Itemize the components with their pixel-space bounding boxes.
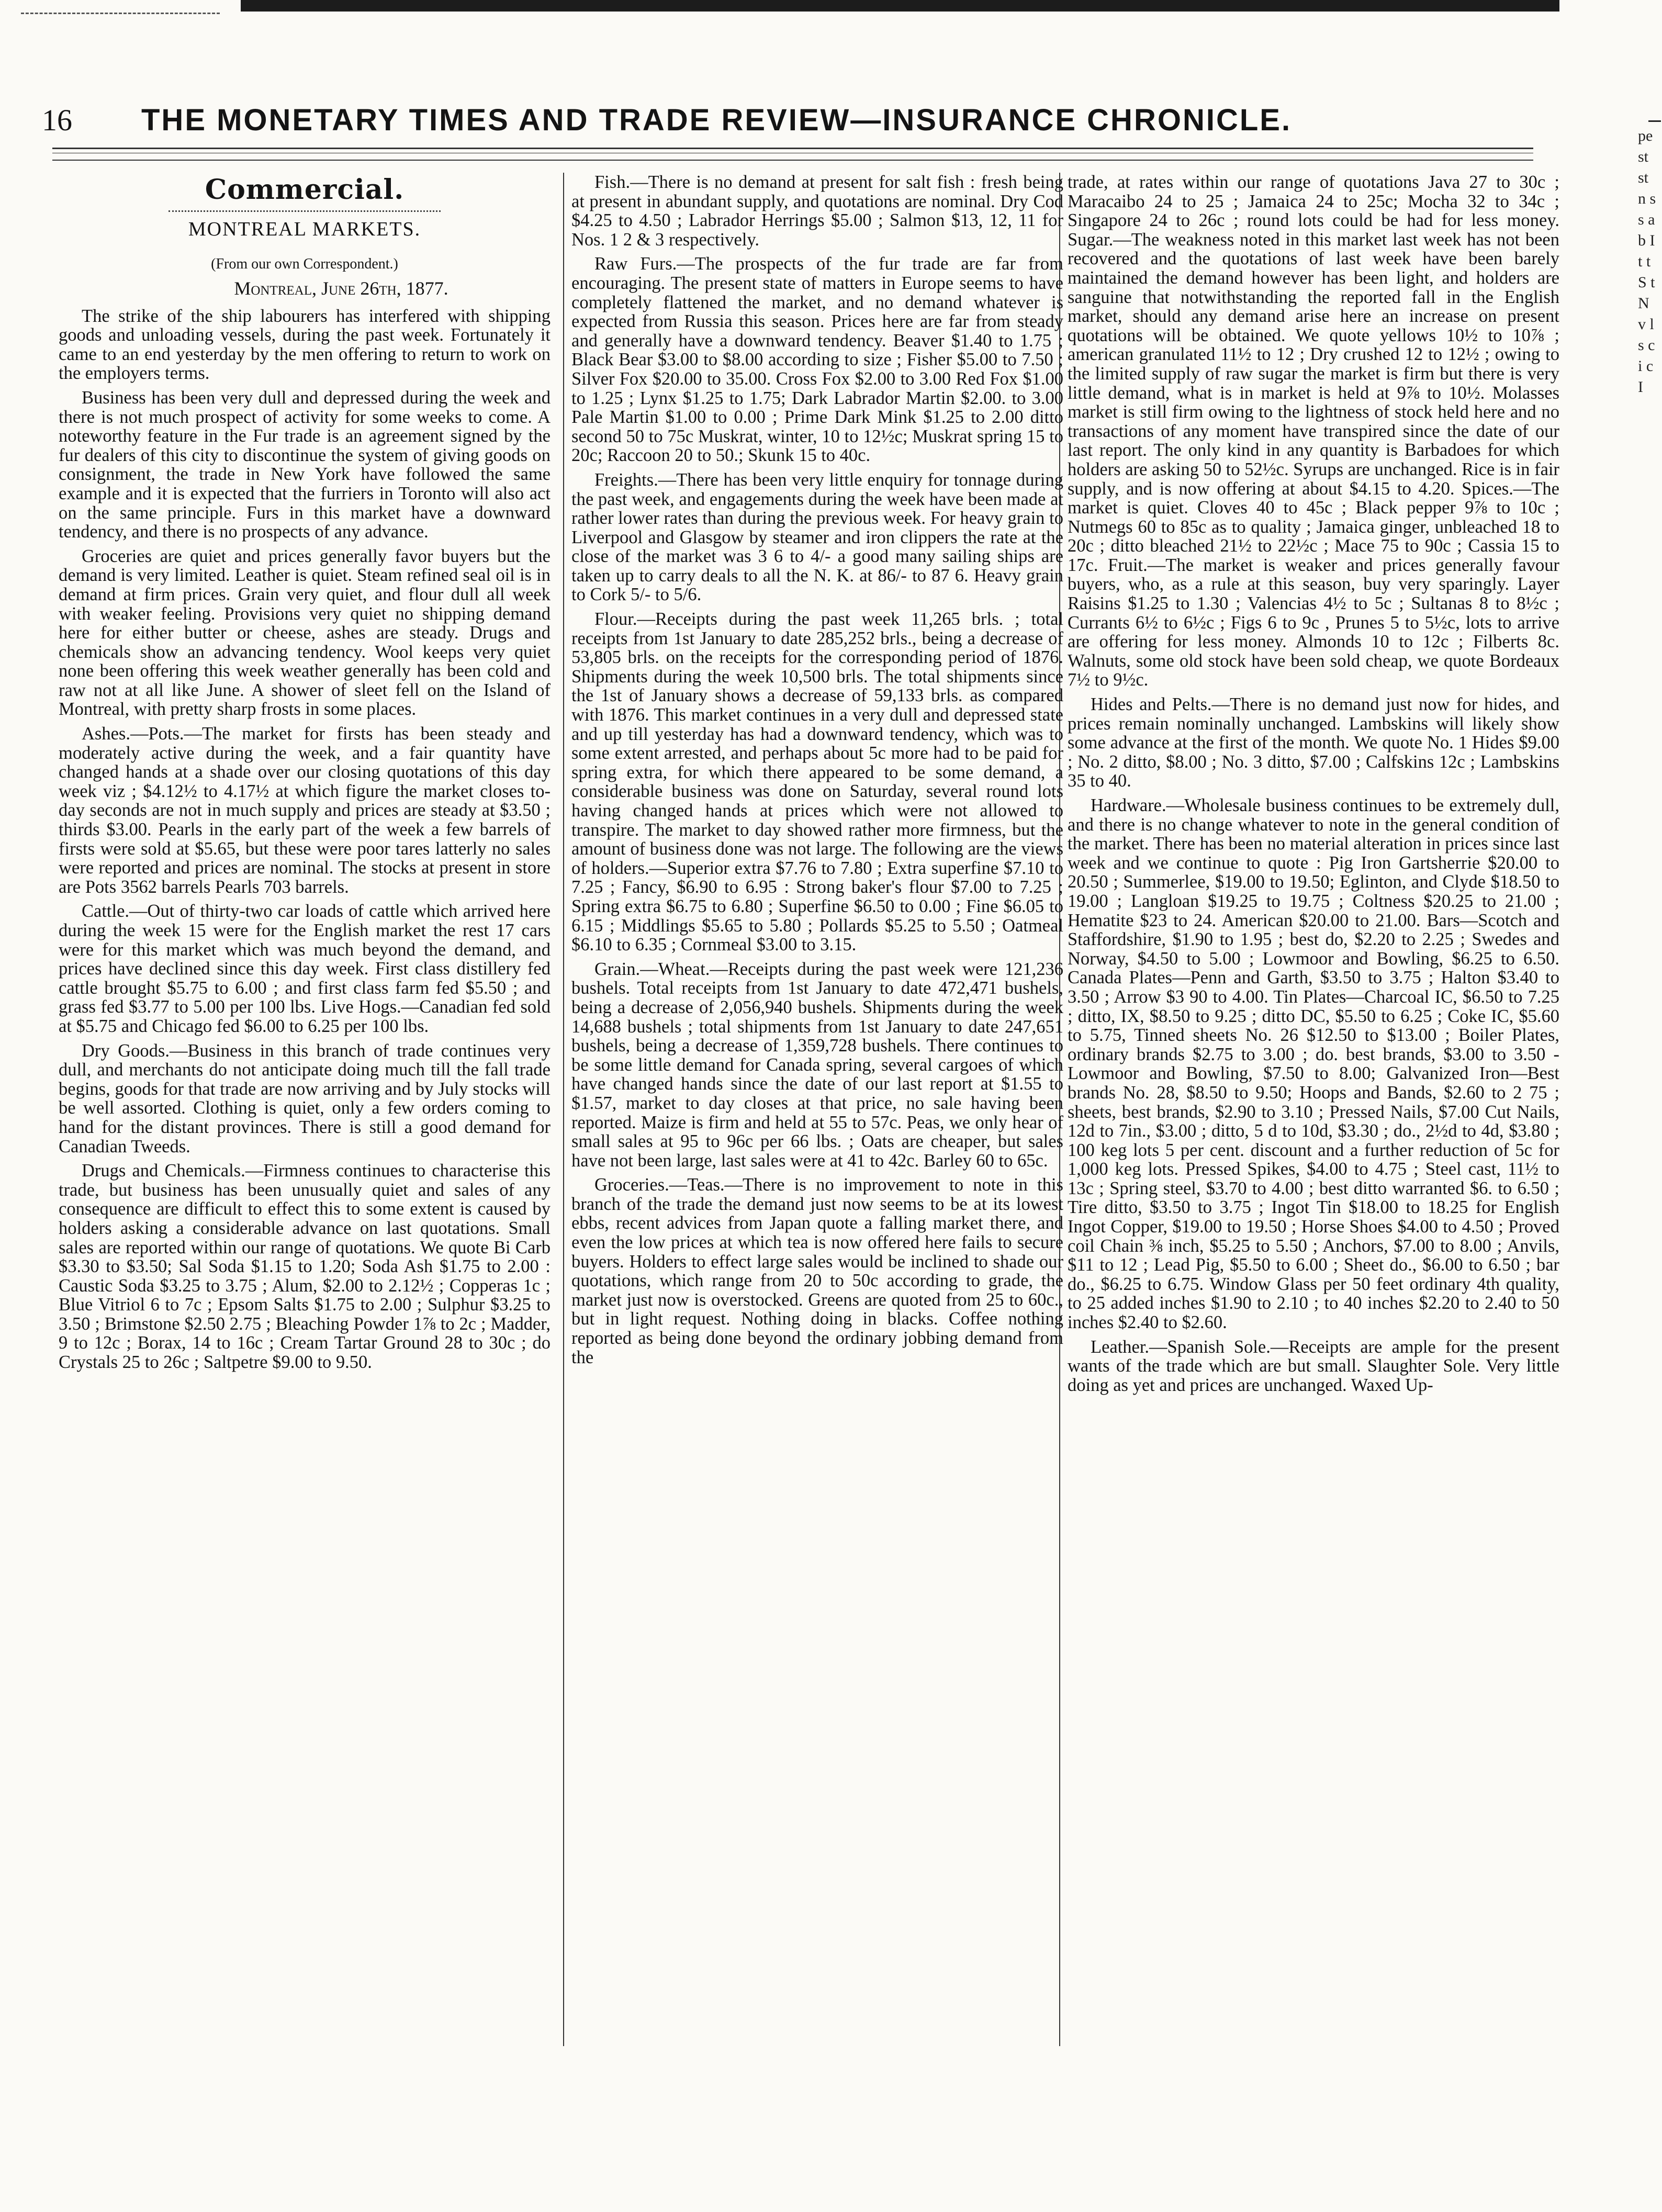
section-heading: Commercial. bbox=[205, 174, 405, 206]
correspondent-note: (From our own Correspondent.) bbox=[211, 256, 398, 272]
paragraph: Dry Goods.—Business in this branch of trade continues very dull, and merchants do not anticipate doing much till the fall trade begins, goods for that trade are now arriving and by July stocks will be well assorted. Clothing is quiet, only a few orders coming to hand for the distant provinces. There is still a good demand for Canadian Tweeds. bbox=[59, 1040, 551, 1156]
column-1 bbox=[59, 173, 551, 1377]
header-rule bbox=[52, 160, 1533, 161]
paragraph: Flour.—Receipts during the past week 11,265 brls. ; total receipts from 1st January to date 285,252 brls., being a decrease of 53,805 brls. on the receipts for the corresponding period of 1876. Shipments during the week 10,500 brls. The total shipments since the 1st of January shows a decrease of 59,133 brls. as compared with 1876. This market continues in a very dull and depressed state and up till yesterday has had a downward tendency, which was to some extent arrested, and perhaps about 5c more had to be paid for spring extra, for which there appeared to be some demand, a considerable business was done on Saturday, several round lots having changed hands at prices which were not allowed to transpire. The market to day showed rather more firmness, but the amount of business done was not large. The following are the views of holders.—Superior extra $7.76 to 7.80 ; Extra superfine $7.10 to 7.25 ; Fancy, $6.90 to 6.95 : Strong baker's flour $7.00 to 7.25 ; Spring extra $6.75 to 6.80 ; Superfine $6.50 to 0.00 ; Fine $6.05 to 6.15 ; Middlings $5.65 to 5.80 ; Pollards $5.25 to 5.50 ; Oatmeal $6.10 to 6.35 ; Cornmeal $3.00 to 3.15. bbox=[571, 609, 1063, 955]
paragraph: Groceries are quiet and prices generally favor buyers but the demand is very limited. Leather is quiet. Steam refined seal oil is in demand at firm prices. Grain very quiet, and flour dull all week with weaker feeling. Provisions very quiet no shipping demand here for either butter or cheese, ashes are steady. Drugs and chemicals show an advancing tendency. Wool keeps very quiet none been offering this week weather generally has been cold and raw not at all like June. A shower of sleet fell on the Island of Montreal, with pretty sharp frosts in some places. bbox=[59, 546, 551, 720]
column-2 bbox=[571, 173, 1063, 1372]
publication-title: THE MONETARY TIMES AND TRADE REVIEW—INSURANCE CHRONICLE. bbox=[141, 103, 1292, 137]
paragraph: Drugs and Chemicals.—Firmness continues to characterise this trade, but business has been unusually quiet and sales of any consequence are difficult to effect this to some extent is caused by holders asking a considerable advance on last quotations. Small sales are reported within our range of quotations. We quote Bi Carb $3.30 to $3.50; Sal Soda $1.15 to 1.20; Soda Ash $1.75 to 2.00 : Caustic Soda $3.25 to 3.75 ; Alum, $2.00 to 2.12½ ; Copperas 1c ; Blue Vitriol 6 to 7c ; Epsom Salts $1.75 to 2.00 ; Sulphur $3.25 to 3.50 ; Brimstone $2.50 2.75 ; Bleaching Powder 1⅞ to 2c ; Madder, 9 to 12c ; Borax, 14 to 16c ; Cream Tartar Ground 28 to 30c ; do Crystals 25 to 26c ; Saltpetre $9.00 to 9.50. bbox=[59, 1161, 551, 1373]
paragraph: Leather.—Spanish Sole.—Receipts are ample for the present wants of the trade which are but small. Slaughter Sole. Very little doing as yet and prices are unchanged. Waxed Up- bbox=[1068, 1337, 1559, 1395]
paragraph: Cattle.—Out of thirty-two car loads of cattle which arrived here during the week 15 were for the English market the rest 17 cars were for this market which was much beyond the demand, and prices have declined since this day week. First class distillery fed cattle brought $5.75 to 6.00 ; and first class farm fed $5.50 ; and grass fed $3.77 to 5.00 per 100 lbs. Live Hogs.—Canadian fed sold at $5.75 and Chicago fed $6.00 to 6.25 per 100 lbs. bbox=[59, 901, 551, 1036]
page-header bbox=[21, 99, 1533, 141]
paragraph: Hides and Pelts.—There is no demand just now for hides, and prices remain nominally unchanged. Lambskins will likely show some advance at the first of the month. We quote No. 1 Hides $9.00 ; No. 2 ditto, $8.00 ; No. 3 ditto, $7.00 ; Calfskins 12c ; Lambskins 35 to 40. bbox=[1068, 694, 1559, 791]
paragraph: Business has been very dull and depressed during the week and there is not much prospect of activity for some weeks to come. A noteworthy feature in the Fur trade is an agreement signed by the fur dealers of this city to discontinue the system of giving goods on consignment, the trade in New York have followed the same example and it is expected that the furriers in Toronto will also act on the same principle. Furs in this market have a downward tendency, and there is no prospects of any advance. bbox=[59, 387, 551, 542]
column-divider bbox=[563, 173, 564, 2046]
dateline: Montreal, June 26th, 1877. bbox=[234, 278, 448, 299]
paragraph: Ashes.—Pots.—The market for firsts has been steady and moderately active during the week, and a fair quantity have changed hands at a shade over our closing quotations of this day week viz ; $4.12½ to 4.17½ at which figure the market closes to-day seconds are not in much supply and prices are steady at $3.50 ; thirds $3.00. Pearls in the early part of the week a few barrels of firsts were sold at $5.65, but these were poor tares latterly no sales were reported and prices are nominal. The stocks at present in store are Pots 3562 barrels Pearls 703 barrels. bbox=[59, 724, 551, 897]
paragraph: trade, at rates within our range of quotations Java 27 to 30c ; Maracaibo 24 to 25 ; Jamaica 24 to 25c; Mocha 32 to 34c ; Singapore 24 to 26c ; round lots could be had for less money. Sugar.—The weakness noted in this market last week has not been recovered and the quotations of last week have been barely maintained the demand however has been light, and holders are sanguine that notwithstanding the reported fall in the English market, should any demand arise here an increase on present quotations will be obtained. We quote yellows 10½ to 10⅞ ; american granulated 11½ to 12 ; Dry crushed 12 to 12½ ; owing to the limited supply of raw sugar the market is firm but there is very little demand, what is in market is held at 9⅞ to 10½. Molasses market is still firm owing to the lightness of stock held here and no transactions of any moment have transpired since the date of our last report. The only kind in any quantity is Barbadoes for which holders are asking 50 to 52½c. Syrups are unchanged. Rice is in fair supply, and is now offering at about $4.15 to 4.20. Spices.—The market is quiet. Cloves 40 to 45c ; Black pepper 9⅞ to 10c ; Nutmegs 60 to 85c as to quality ; Jamaica ginger, unbleached 18 to 20c ; ditto bleached 21½ to 22½c ; Mace 75 to 90c ; Cassia 15 to 17c. Fruit.—The market is weaker and prices generally favour buyers, who, as a rule at this season, buy very sparingly. Layer Raisins $1.25 to 1.30 ; Valencias 4½ to 5c ; Sultanas 8 to 8½c ; Currants 6½ to 6½c ; Figs 6 to 9c , Prunes 5 to 5½c, lots to arrive are offering for less money. Almonds 10 to 12c ; Filberts 8c. Walnuts, some old stock have been sold cheap, we quote Bordeaux 7½ to 9½c. bbox=[1068, 172, 1559, 690]
paragraph: Fish.—There is no demand at present for salt fish : fresh being at present in abundant supply, and quotations are nominal. Dry Cod $4.25 to 4.50 ; Labrador Herrings $5.00 ; Salmon $13, 12, 11 for Nos. 1 2 & 3 respectively. bbox=[571, 172, 1063, 250]
section-subheading: MONTREAL MARKETS. bbox=[188, 218, 421, 240]
paragraph: Hardware.—Wholesale business continues to be extremely dull, and there is no change whatever to note in the general condition of the market. There has been no material alteration in prices since last week and we continue to quote : Pig Iron Gartsherrie $20.00 to 20.50 ; Summerlee, $19.00 to 19.50; Eglinton, and Clyde $18.50 to 19.00 ; Langloan $19.25 to 19.75 ; Coltness $20.25 to 21.00 ; Hematite $23 to 24. American $20.00 to 21.00. Bars—Scotch and Staffordshire, $1.90 to 1.95 ; best do, $2.20 to 2.25 ; Swedes and Norway, $4.50 to 5.00 ; Lowmoor and Bowling, $6.25 to 6.50. Canada Plates—Penn and Garth, $3.50 to 3.75 ; Halton $3.40 to 3.50 ; Arrow $3 90 to 4.00. Tin Plates—Charcoal IC, $6.50 to 7.25 ; ditto, IX, $8.50 to 9.25 ; ditto DC, $5.50 to 6.25 ; Coke IC, $5.60 to 5.75, Tinned sheets No. 26 $12.50 to $13.00 ; Boiler Plates, ordinary brands $2.75 to 3.00 ; do. best brands, $3.00 to 3.50 - Lowmoor and Bowling, $7.50 to 8.00; Galvanized Iron—Best brands No. 28, $8.50 to 9.50; Hoops and Bands, $2.60 to 2 75 ; sheets, best brands, $2.90 to 3.10 ; Pressed Nails, $7.00 Cut Nails, 12d to 7in., $3.00 ; ditto, 5 d to 10d, $3.30 ; do., 2½d to 4d, $3.80 ; 100 keg lots 5 per cent. discount and a further reduction of 5c for 1,000 keg lots. Pressed Spikes, $4.00 to 4.75 ; Steel cast, 11½ to 13c ; Spring steel, $3.70 to 4.00 ; best ditto warranted $6. to 6.50 ; Tire ditto, $3.50 to 3.75 ; Ingot Tin $18.00 to 18.25 for English Ingot Copper, $19.00 to 19.50 ; Horse Shoes $4.00 to 4.50 ; Proved coil Chain ⅜ inch, $5.25 to 5.50 ; Anchors, $7.00 to 8.00 ; Anvils, $11 to 12 ; Lead Pig, $5.50 to 6.00 ; Sheet do., $6.00 to 6.50 ; bar do., $6.25 to 6.75. Window Glass per 50 feet ordinary 4th quality, to 25 added inches $1.90 to 2.10 ; to 40 inches $2.20 to 2.40 to 50 inches $2.40 to $2.60. bbox=[1068, 795, 1559, 1333]
paragraph: Freights.—There has been very little enquiry for tonnage during the past week, and engagements during the week have been made at rather lower rates than during the previous week. For heavy grain to Liverpool and Glasgow by steamer and iron clippers the rate at the close of the market was 3 6 to 4/- a good many sailing ships are taken up to carry deals to all the N. K. at 86/- to 87 6. Heavy grain to Cork 5/- to 5/6. bbox=[571, 469, 1063, 605]
top-dashed-mark bbox=[21, 13, 220, 16]
adjacent-page-edge-text: pe st st n s s a b I t t S t N v l s c i c I bbox=[1638, 127, 1656, 396]
paragraph: The strike of the ship labourers has interfered with shipping goods and unloading vessels, during the past week. Fortunately it came to an end yesterday by the men offering to return to work on the employers terms. bbox=[59, 306, 551, 384]
paragraph: Grain.—Wheat.—Receipts during the past week were 121,236 bushels. Total receipts from 1st January to date 472,471 bushels, being a decrease of 2,056,940 bushels. Shipments during the week 14,688 bushels ; total shipments from 1st January to date 247,651 bushels, being a decrease of 1,359,728 bushels. There continues to be some little demand for Canada spring, several cargoes of which have changed hands since the date of our last report at $1.55 to $1.57, market to day closes at that price, no sale having been reported. Maize is firm and held at 55 to 57c. Peas, we only hear of small sales at 95 to 96c per 66 lbs. ; Oats are cheaper, but sales have not been large, last sales were at 41 to 42c. Barley 60 to 65c. bbox=[571, 959, 1063, 1171]
top-print-strip bbox=[241, 0, 1559, 12]
paragraph: Groceries.—Teas.—There is no improvement to note in this branch of the trade the demand just now seems to be at its lowest ebbs, recent advices from Japan quote a falling market there, and even the low prices at which tea is now offered here fails to secure buyers. Holders to effect large sales would be inclined to shade our quotations, which range from 20 to 50c according to grade, the market just now is overstocked. Greens are quoted from 25 to 60c., but in light request. Nothing doing in blacks. Coffee nothing reported as being done beyond the ordinary jobbing demand from the bbox=[571, 1175, 1063, 1367]
heading-divider bbox=[169, 210, 441, 212]
header-rule bbox=[52, 148, 1533, 149]
column-3 bbox=[1068, 173, 1559, 1400]
edge-mark bbox=[1648, 120, 1661, 122]
paragraph: Raw Furs.—The prospects of the fur trade are far from encouraging. The present state of matters in Europe seems to have completely flattened the market, and no demand whatever is expected from Russia this season. Prices here are far from steady and generally have a downward tendency. Beaver $1.40 to 1.75 ; Black Bear $3.00 to $8.00 according to size ; Fisher $5.00 to 7.50 ; Silver Fox $20.00 to 35.00. Cross Fox $2.00 to 3.00 Red Fox $1.00 to 1.25 ; Lynx $1.25 to 1.75; Dark Labrador Martin $2.00. to 3.00 Pale Martin $1.00 to 0.00 ; Prime Dark Mink $1.25 to 2.00 ditto second 50 to 75c Muskrat, winter, 10 to 12½c; Muskrat spring 15 to 20c; Raccoon 20 to 50.; Skunk 15 to 40c. bbox=[571, 254, 1063, 466]
page-number: 16 bbox=[42, 103, 72, 137]
